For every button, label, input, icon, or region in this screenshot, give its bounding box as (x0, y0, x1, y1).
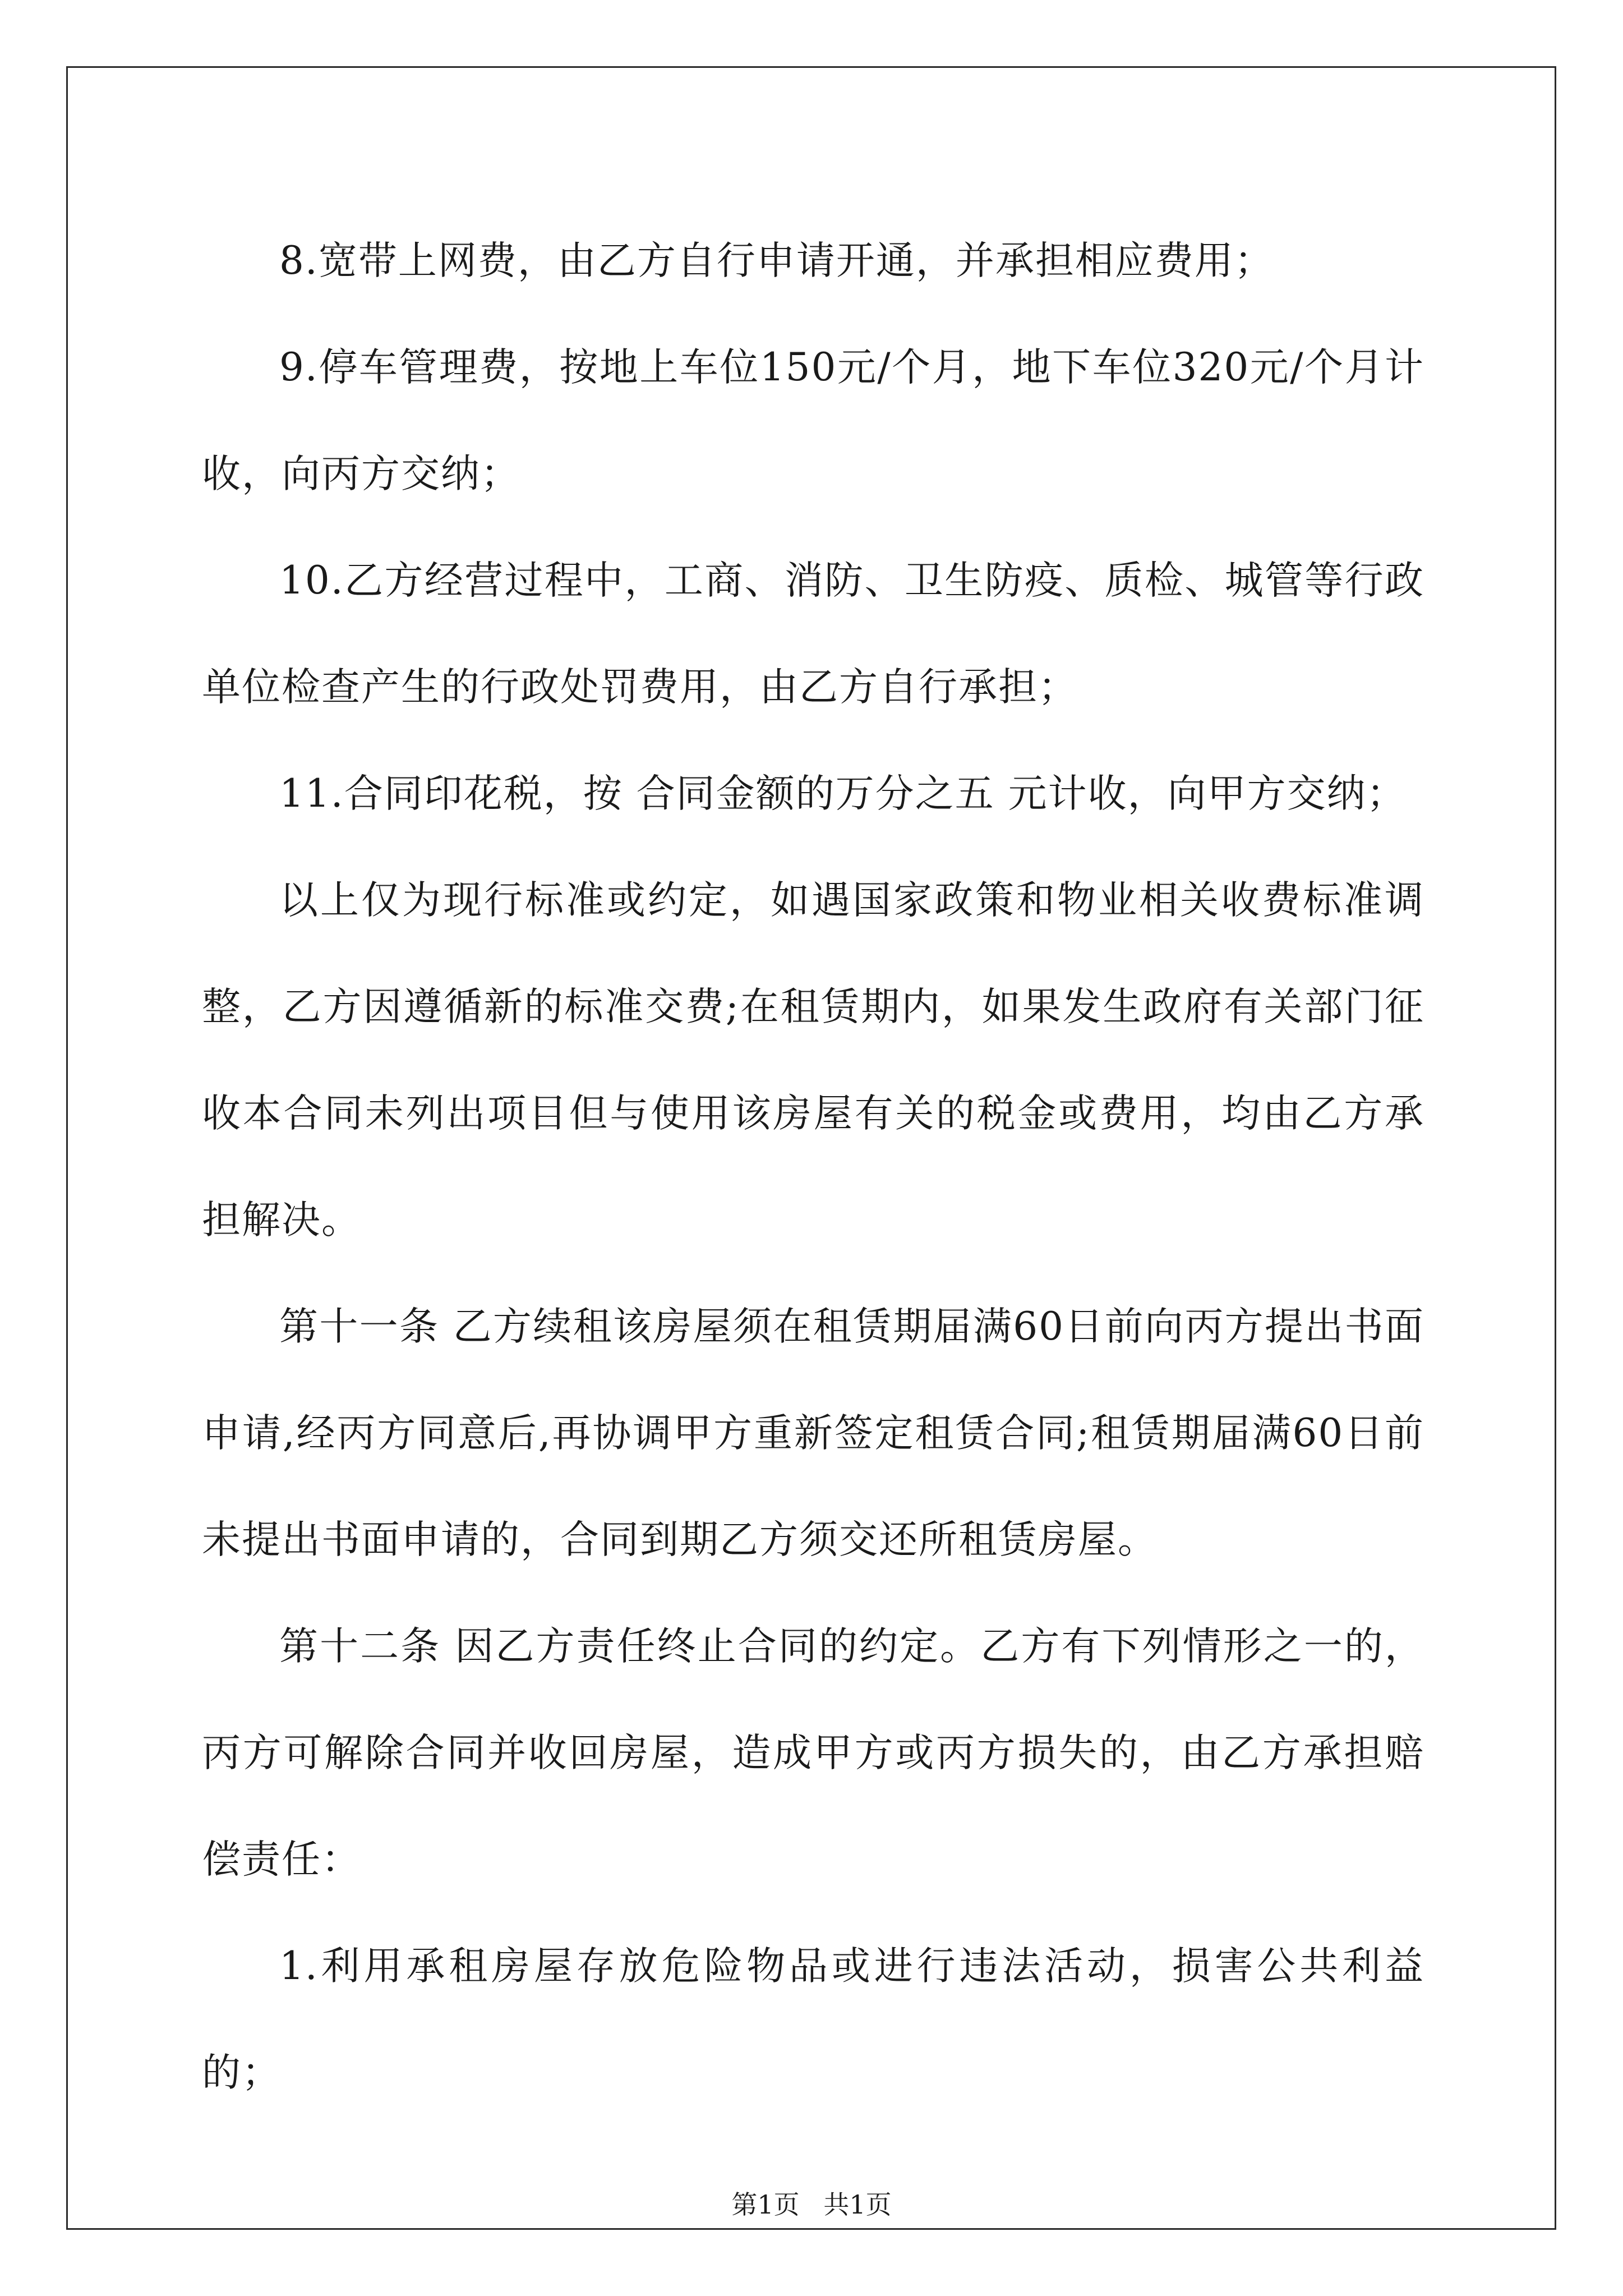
paragraph-article-12-item-1: 1.利用承租房屋存放危险物品或进行违法活动，损害公共利益的； (202, 1944, 1424, 2095)
paragraph-item-10: 10.乙方经营过程中，工商、消防、卫生防疫、质检、城管等行政单位检查产生的行政处罚费用，由乙方自行承担； (202, 558, 1424, 710)
paragraph-item-11: 11.合同印花税，按 合同金额的万分之五 元计收，向甲方交纳； (279, 771, 1407, 816)
paragraph-article-12: 第十二条 因乙方责任终止合同的约定。乙方有下列情形之一的，丙方可解除合同并收回房屋，造成甲方或丙方损失的，由乙方承担赔偿责任： (202, 1624, 1424, 1882)
document-body (202, 208, 1424, 2126)
paragraph-note: 以上仅为现行标准或约定，如遇国家政策和物业相关收费标准调整，乙方因遵循新的标准交费;在租赁期内，如果发生政府有关部门征收本合同未列出项目但与使用该房屋有关的税金或费用，均由乙方承担解决。 (202, 878, 1424, 1243)
page-footer (0, 2188, 1623, 2221)
paragraph-item-9: 9.停车管理费，按地上车位150元/个月，地下车位320元/个月计收，向丙方交纳； (202, 345, 1424, 496)
paragraph-article-11: 第十一条 乙方续租该房屋须在租赁期届满60日前向丙方提出书面申请,经丙方同意后,再协调甲方重新签定租赁合同;租赁期届满60日前未提出书面申请的，合同到期乙方须交还所租赁房屋。 (202, 1304, 1424, 1562)
paragraph-item-8: 8.宽带上网费，由乙方自行申请开通，并承担相应费用； (279, 238, 1274, 283)
page-total: 共1页 (823, 2189, 892, 2220)
page-number: 第1页 (731, 2189, 800, 2220)
